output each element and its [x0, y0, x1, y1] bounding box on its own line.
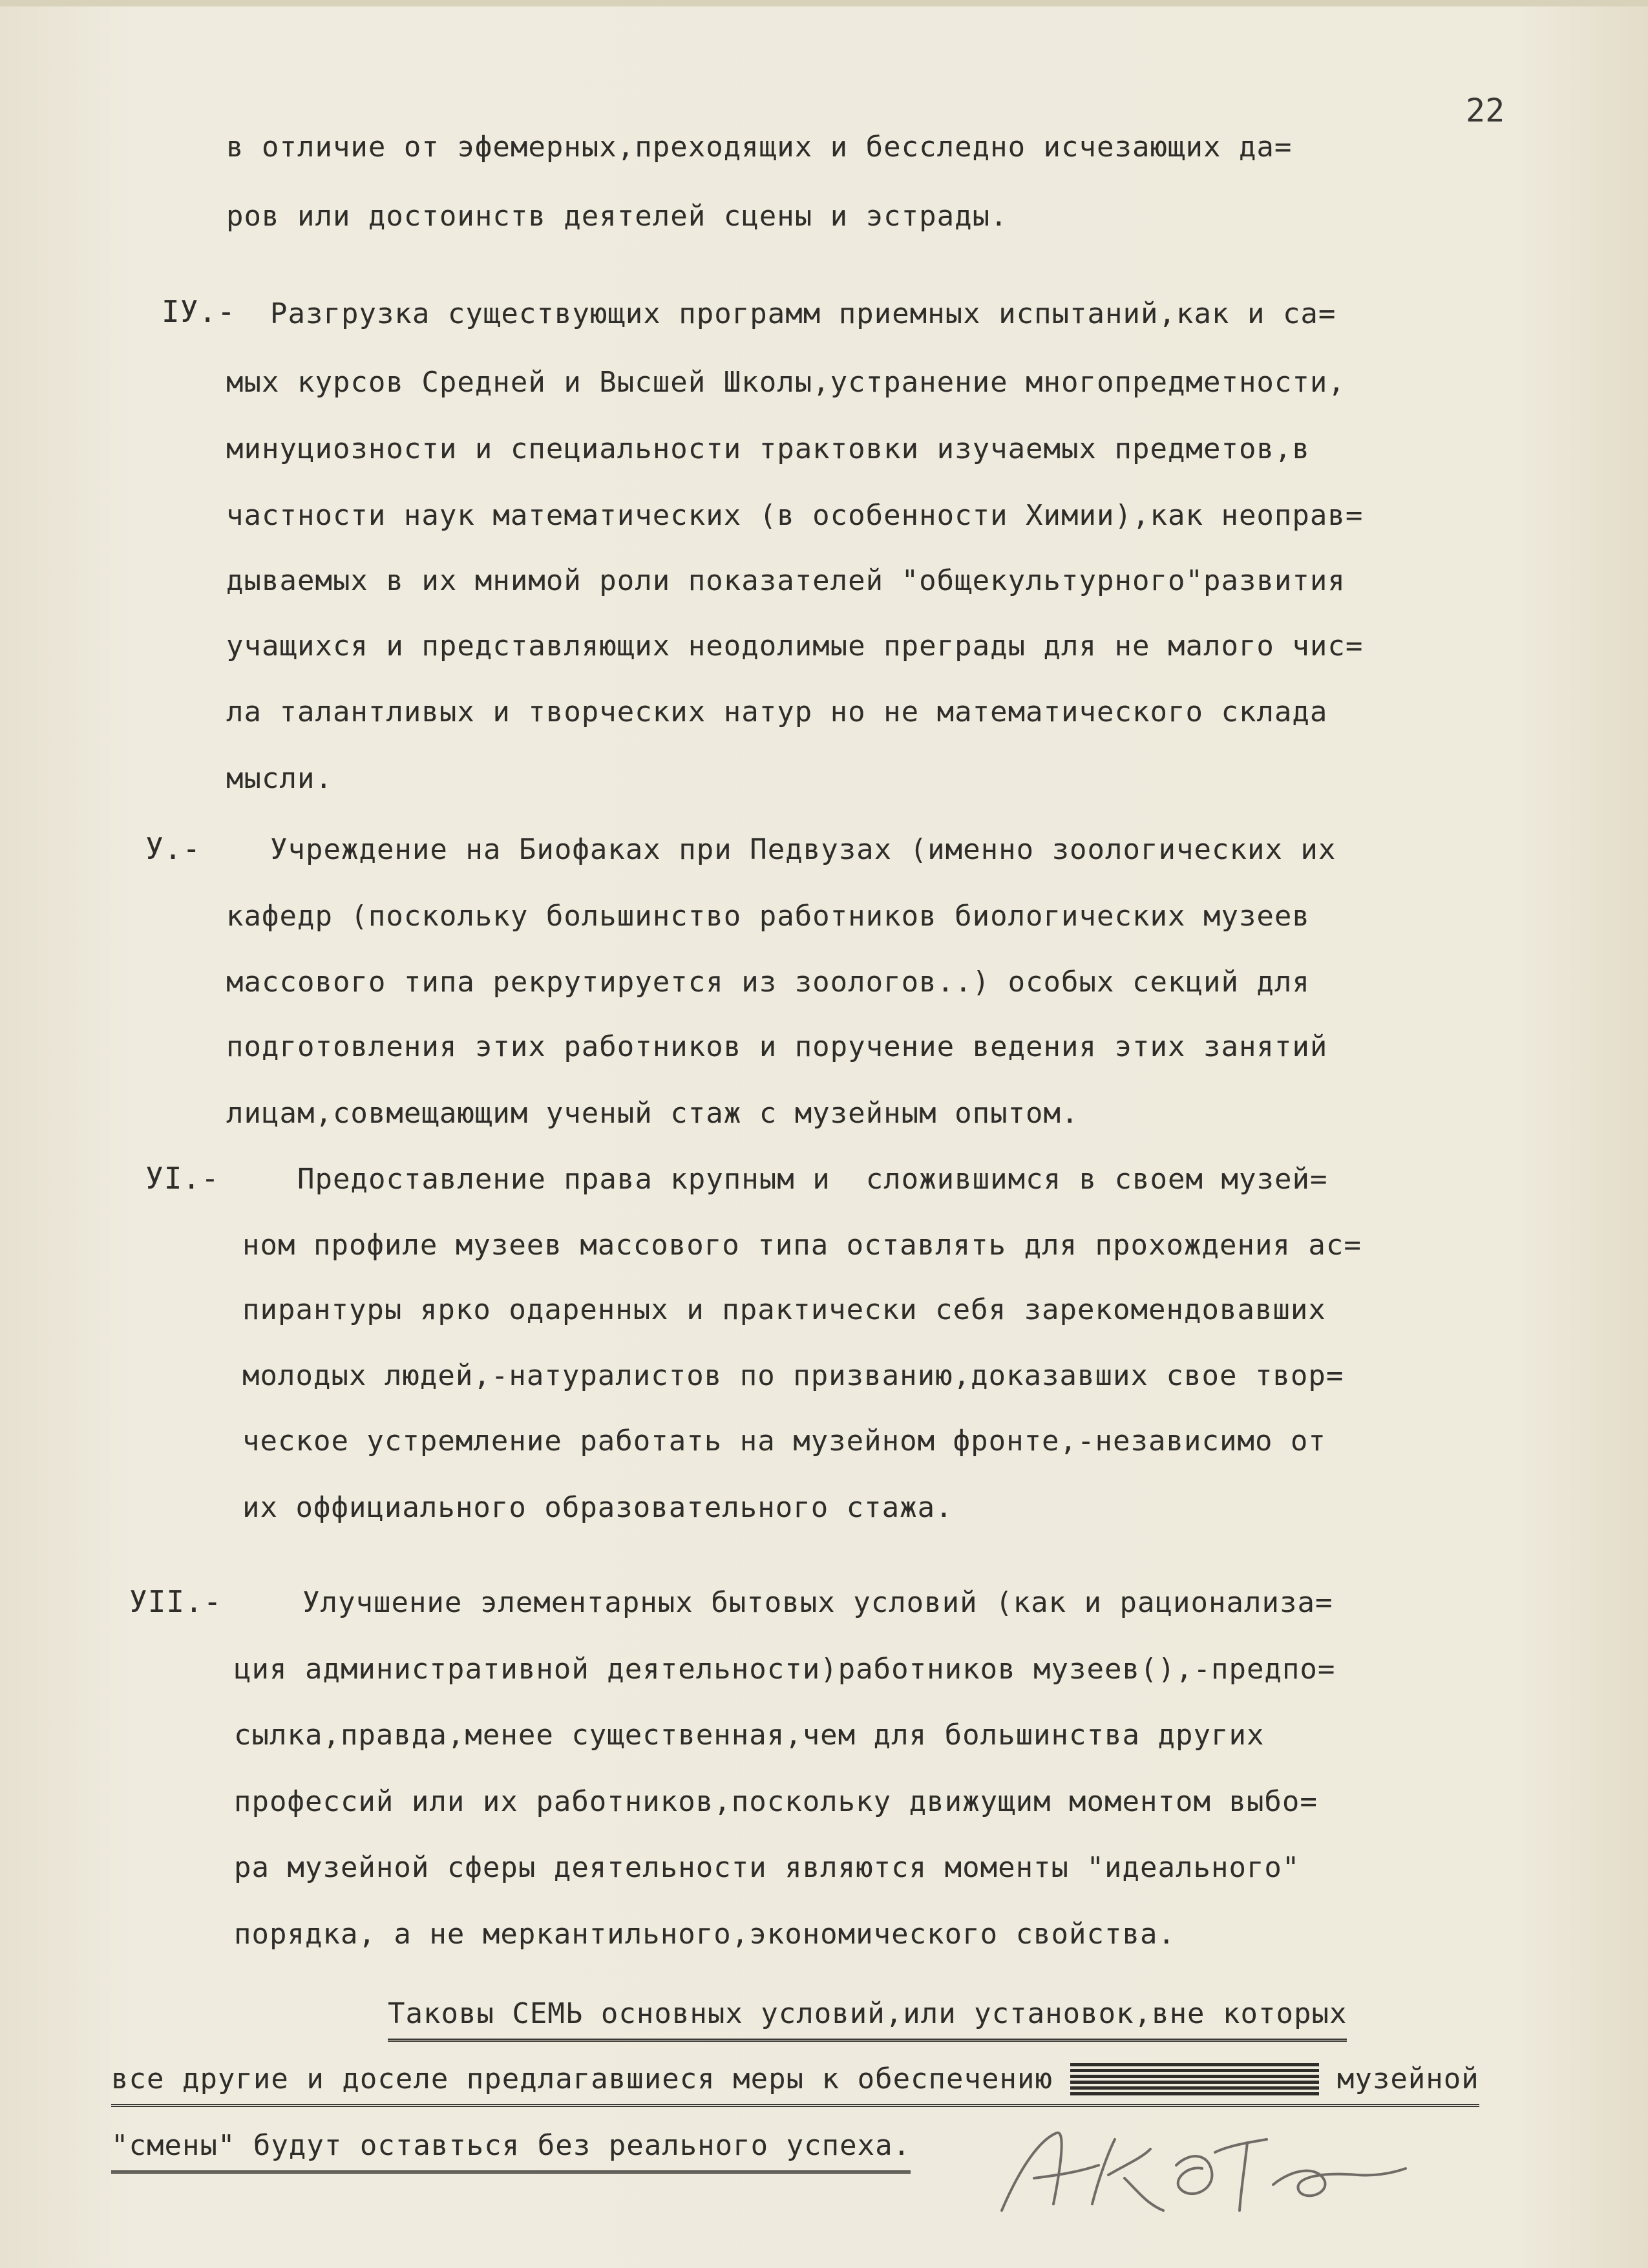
text-line: профессий или их работников,поскольку движущим моментом выбо= — [234, 1785, 1318, 1818]
text-line: сылка,правда,менее существенная,чем для большинства других — [234, 1719, 1265, 1752]
conclusion-line: Таковы СЕМЬ основных условий,или установок,вне которых — [388, 1995, 1347, 2042]
page-number: 22 — [1466, 92, 1505, 129]
text-line: в отличие от эфемерных,преходящих и бесследно исчезающих да= — [226, 131, 1293, 164]
section-marker-vi: УI.- — [145, 1161, 220, 1196]
text-line: Учреждение на Биофаках при Педвузах (именно зоологических их — [270, 833, 1336, 866]
text-line: Предоставление права крупным и сложившимся в своем музей= — [297, 1163, 1328, 1196]
text-line: лицам,совмещающим ученый стаж с музейным опытом. — [226, 1097, 1079, 1130]
text-line: ном профиле музеев массового типа оставлять для прохождения ас= — [242, 1229, 1362, 1262]
text-line: учащихся и представляющих неодолимые преграды для не малого чис= — [226, 630, 1364, 662]
text-line: подготовления этих работников и поручение ведения этих занятий — [226, 1030, 1328, 1063]
text-line: частности наук математических (в особенности Химии),как неоправ= — [226, 499, 1364, 532]
conclusion-text: музейной — [1319, 2062, 1479, 2095]
text-line: ческое устремление работать на музейном фронте,-независимо от — [242, 1425, 1326, 1457]
conclusion-text: все другие и доселе предлагавшиеся меры к обеспечению — [111, 2062, 1071, 2095]
text-line: минуциозности и специальности трактовки изучаемых предметов,в — [226, 432, 1310, 465]
text-line: массового типа рекрутируется из зоологов..) особых секций для — [226, 966, 1310, 999]
section-marker-iv: IУ.- — [162, 294, 236, 329]
text-line: Улучшение элементарных бытовых условий (как и рационализа= — [302, 1586, 1333, 1619]
text-line: молодых людей,-натуралистов по призванию,доказавших свое твор= — [242, 1359, 1344, 1392]
text-line: мых курсов Средней и Высшей Школы,устранение многопредметности, — [226, 366, 1346, 399]
text-line: дываемых в их мнимой роли показателей "общекультурного"развития — [226, 564, 1346, 597]
section-marker-vii: УII.- — [129, 1584, 222, 1619]
page-top-edge — [0, 0, 1648, 6]
text-line: ла талантливых и творческих натур но не математического склада — [226, 695, 1328, 728]
text-line: порядка, а не меркантильного,экономического свойства. — [234, 1918, 1176, 1951]
text-line: мысли. — [226, 762, 333, 795]
text-line: Разгрузка существующих программ приемных испытаний,как и са= — [270, 297, 1336, 330]
text-line: ция административной деятельности)работников музеев(),-предпо= — [234, 1653, 1336, 1686]
text-line: ров или достоинств деятелей сцены и эстрады. — [226, 200, 1008, 233]
conclusion-line: "смены" будут оставться без реального успеха. — [111, 2126, 911, 2174]
section-marker-v: У.- — [145, 831, 202, 866]
text-line: пирантуры ярко одаренных и практически себя зарекомендовавших — [242, 1293, 1326, 1326]
conclusion-line — [111, 2060, 1479, 2107]
text-line: кафедр (поскольку большинство работников биологических музеев — [226, 900, 1310, 933]
struck-out-word — [1070, 2062, 1319, 2095]
handwritten-signature — [995, 2114, 1409, 2230]
text-line: их оффициального образовательного стажа. — [242, 1491, 953, 1524]
text-line: ра музейной сферы деятельности являются моменты "идеального" — [234, 1851, 1300, 1884]
